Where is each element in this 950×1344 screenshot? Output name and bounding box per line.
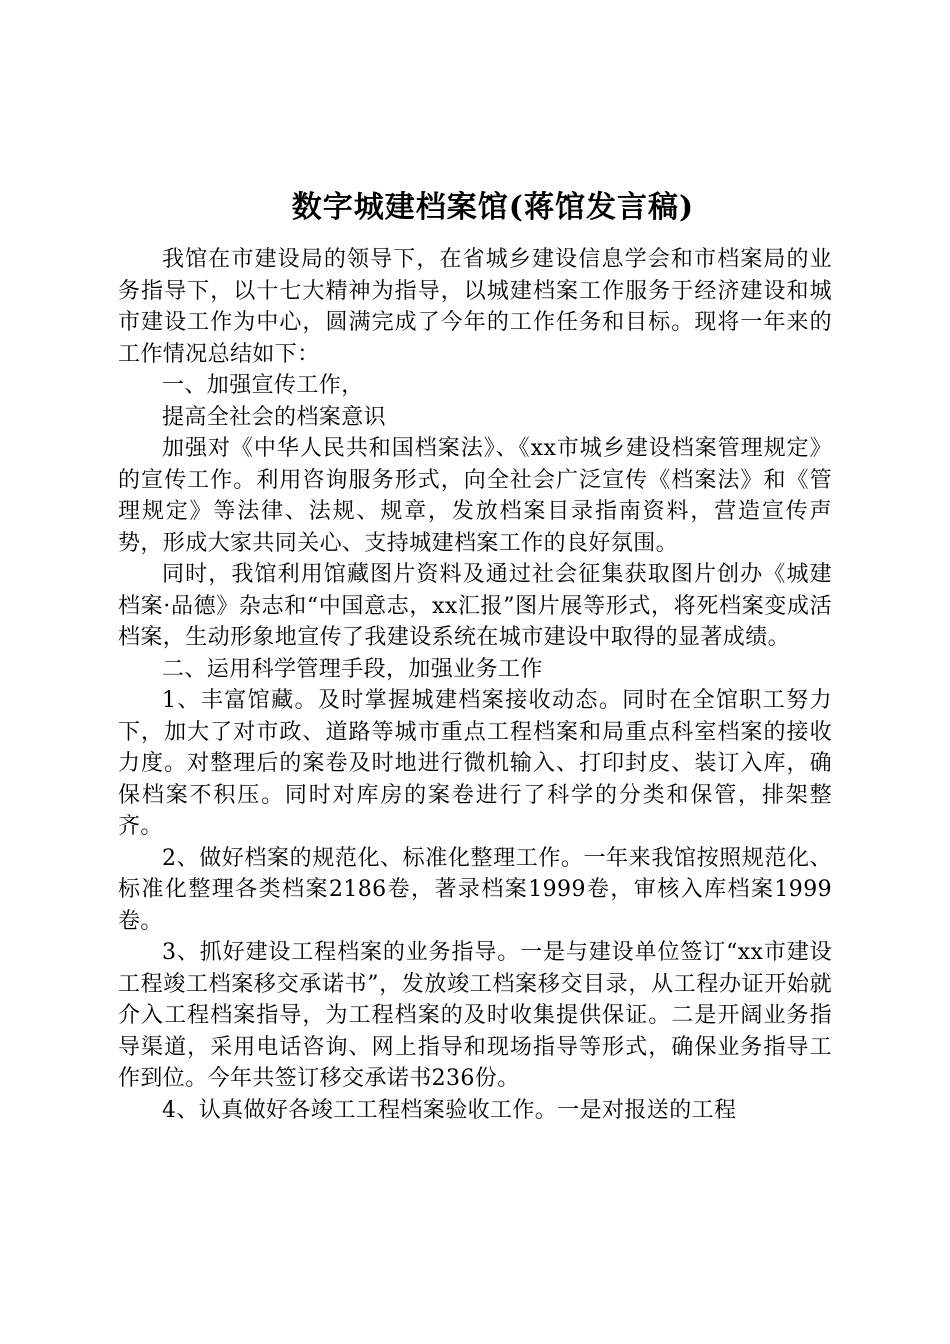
paragraph-item-4: 4、认真做好各竣工工程档案验收工作。一是对报送的工程 (162, 1097, 737, 1123)
paragraph-item-2: 2、做好档案的规范化、标准化整理工作。一年来我馆按照规范化、标准化整理各类档案2186卷，著录档案1999卷，审核入库档案1999卷。 (118, 845, 832, 934)
document-page (118, 180, 832, 1126)
paragraph-intro: 我馆在市建设局的领导下，在省城乡建设信息学会和市档案局的业务指导下，以十七大精神为指导，以城建档案工作服务于经济建设和城市建设工作为中心，圆满完成了今年的工作任务和目标。现将一年来的工作情况总结如下： (118, 247, 832, 367)
section-heading-2: 二、运用科学管理手段，加强业务工作 (162, 656, 543, 682)
section-heading-1-cont: 提高全社会的档案意识 (162, 404, 387, 430)
paragraph-publicity: 加强对《中华人民共和国档案法》、《xx市城乡建设档案管理规定》的宣传工作。利用咨询服务形式，向全社会广泛宣传《档案法》和《管理规定》等法律、法规、规章，发放档案目录指南资料，营造宣传声势，形成大家共同关心、支持城建档案工作的良好氛围。 (118, 436, 832, 556)
section-heading-1: 一、加强宣传工作， (162, 373, 364, 398)
paragraph-magazine: 同时，我馆利用馆藏图片资料及通过社会征集获取图片创办《城建档案·品德》杂志和“中国意志，xx汇报”图片展等形式，将死档案变成活档案，生动形象地宣传了我建设系统在城市建设中取得的显著成绩。 (118, 562, 832, 650)
paragraph-item-3: 3、抓好建设工程档案的业务指导。一是与建设单位签订“xx市建设工程竣工档案移交承诺书”，发放竣工档案移交目录，从工程办证开始就介入工程档案指导，为工程档案的及时收集提供保证。二是开阔业务指导渠道，采用电话咨询、网上指导和现场指导等形式，确保业务指导工作到位。今年共签订移交承诺书236份。 (118, 940, 832, 1091)
paragraph-item-1: 1、丰富馆藏。及时掌握城建档案接收动态。同时在全馆职工努力下，加大了对市政、道路等城市重点工程档案和局重点科室档案的接收力度。对整理后的案卷及时地进行微机输入、打印封皮、装订入库，确保档案不积压。同时对库房的案卷进行了科学的分类和保管，排架整齐。 (118, 688, 832, 839)
document-title: 数字城建档案馆(蒋馆发言稿) (291, 190, 695, 225)
